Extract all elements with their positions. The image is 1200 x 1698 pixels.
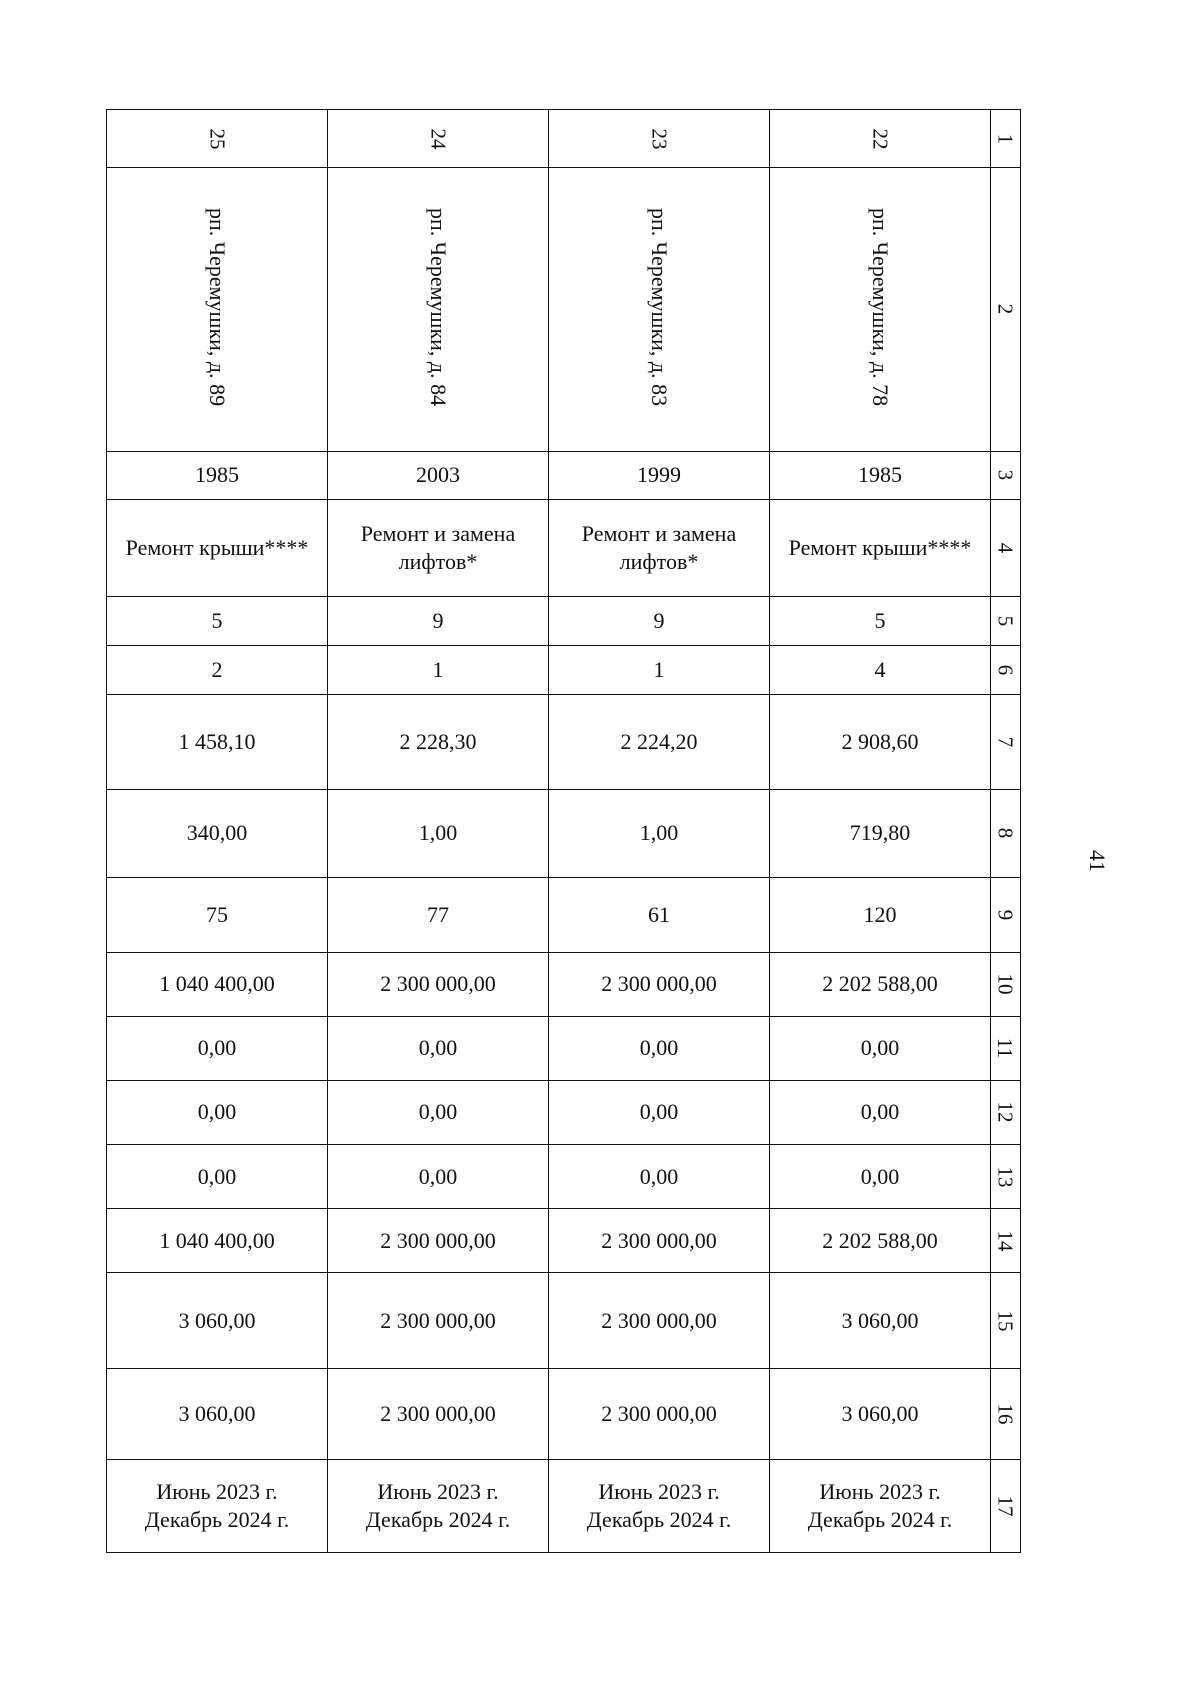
cost-owners-cell: 2 300 000,00 [328,1209,549,1273]
record-number-cell [770,110,991,168]
record-number: 25 [205,128,229,150]
unit-cost-cell: 2 300 000,00 [328,1273,549,1369]
record-number: 24 [426,128,450,150]
unit-cost-cell: 2 300 000,00 [549,1273,770,1369]
table-row-unit-cost-limit [107,1369,1021,1459]
column-number: 8 [993,828,1018,839]
column-number-cell [991,451,1021,499]
area-total-cell: 2 908,60 [770,695,991,790]
cost-municipal-cell: 0,00 [549,1145,770,1209]
table-row-entrances [107,646,1021,695]
year-cell: 2003 [328,451,549,499]
cost-municipal-cell: 0,00 [328,1145,549,1209]
column-number-cell [991,110,1021,168]
column-number: 12 [993,1101,1018,1123]
floors-cell: 5 [107,596,328,645]
floors-cell: 5 [770,596,991,645]
term-end: Декабрь 2024 г. [586,1506,732,1532]
unit-cost-limit-cell: 3 060,00 [770,1369,991,1459]
area-roof-cell: 719,80 [770,790,991,877]
column-number: 7 [993,737,1018,748]
work-type-cell: Ремонт крыши**** [770,499,991,596]
record-number-cell [107,110,328,168]
table-row-residents [107,877,1021,952]
column-number: 10 [993,973,1018,995]
cost-fund-cell: 0,00 [328,1016,549,1080]
column-number: 3 [993,469,1018,481]
column-number-cell [991,1209,1021,1273]
cost-budget-cell: 0,00 [770,1080,991,1144]
column-number-cell [991,790,1021,877]
term-start: Июнь 2023 г. [819,1478,941,1504]
table-row-cost-fund [107,1016,1021,1080]
column-number: 5 [993,615,1018,627]
column-number-cell [991,1459,1021,1552]
residents-cell: 75 [107,877,328,952]
table-row-cost-budget [107,1080,1021,1144]
area-total-cell: 2 224,20 [549,695,770,790]
column-number-cell [991,952,1021,1016]
table-row-work-type [107,499,1021,596]
area-roof-cell: 340,00 [107,790,328,877]
year-cell: 1999 [549,451,770,499]
address-text: рп. Черемушки, д. 78 [868,207,893,406]
column-number-cell [991,1016,1021,1080]
address-cell [107,168,328,452]
table-row-cost-owners [107,1209,1021,1273]
address-text: рп. Черемушки, д. 84 [426,207,451,406]
column-number-cell [991,877,1021,952]
cost-total-cell: 1 040 400,00 [107,952,328,1016]
address-text: рп. Черемушки, д. 89 [205,207,230,406]
floors-cell: 9 [328,596,549,645]
year-cell: 1985 [107,451,328,499]
address-cell [770,168,991,452]
unit-cost-cell: 3 060,00 [107,1273,328,1369]
table-row-unit-cost [107,1273,1021,1369]
year-cell: 1985 [770,451,991,499]
table-row-item-number [107,110,1021,168]
column-number-cell [991,1145,1021,1209]
term-end: Декабрь 2024 г. [144,1506,290,1532]
cost-owners-cell: 2 300 000,00 [549,1209,770,1273]
work-type-cell: Ремонт крыши**** [107,499,328,596]
term-start: Июнь 2023 г. [156,1478,278,1504]
entrances-cell: 4 [770,646,991,695]
column-number-cell [991,596,1021,645]
term-start: Июнь 2023 г. [598,1478,720,1504]
record-number-cell [549,110,770,168]
column-number-cell [991,168,1021,452]
work-type-cell: Ремонт и замена лифтов* [328,499,549,596]
column-number: 16 [993,1403,1018,1425]
column-number-cell [991,499,1021,596]
table-row-term [107,1459,1021,1552]
term-cell [549,1459,770,1552]
cost-total-cell: 2 300 000,00 [328,952,549,1016]
table-row-cost-total [107,952,1021,1016]
column-number: 2 [993,304,1018,315]
area-roof-cell: 1,00 [328,790,549,877]
residents-cell: 120 [770,877,991,952]
term-cell [770,1459,991,1552]
term-end: Декабрь 2024 г. [365,1506,511,1532]
column-number-cell [991,1273,1021,1369]
record-number: 23 [647,128,671,150]
column-number: 15 [993,1310,1018,1332]
column-number: 1 [993,133,1018,144]
column-number-cell [991,646,1021,695]
unit-cost-cell: 3 060,00 [770,1273,991,1369]
work-type-cell: Ремонт и замена лифтов* [549,499,770,596]
floors-cell: 9 [549,596,770,645]
column-number: 9 [993,909,1018,920]
cost-fund-cell: 0,00 [770,1016,991,1080]
residents-cell: 77 [328,877,549,952]
table-row-floors [107,596,1021,645]
term-start: Июнь 2023 г. [377,1478,499,1504]
cost-budget-cell: 0,00 [107,1080,328,1144]
column-number: 6 [993,664,1018,676]
entrances-cell: 2 [107,646,328,695]
cost-budget-cell: 0,00 [549,1080,770,1144]
table-row-area-roof [107,790,1021,877]
term-cell [107,1459,328,1552]
column-number: 13 [993,1166,1018,1188]
cost-owners-cell: 1 040 400,00 [107,1209,328,1273]
cost-municipal-cell: 0,00 [107,1145,328,1209]
cost-budget-cell: 0,00 [328,1080,549,1144]
area-total-cell: 1 458,10 [107,695,328,790]
table-row-year [107,451,1021,499]
table-row-area-total [107,695,1021,790]
column-number-cell [991,1080,1021,1144]
term-cell [328,1459,549,1552]
unit-cost-limit-cell: 2 300 000,00 [549,1369,770,1459]
cost-total-cell: 2 202 588,00 [770,952,991,1016]
column-number: 11 [993,1038,1018,1059]
entrances-cell: 1 [549,646,770,695]
column-number: 14 [993,1230,1018,1252]
column-number-cell [991,1369,1021,1459]
unit-cost-limit-cell: 2 300 000,00 [328,1369,549,1459]
cost-municipal-cell: 0,00 [770,1145,991,1209]
record-number-cell [328,110,549,168]
page-number: 41 [1085,850,1110,872]
capital-repair-table [106,109,1021,1553]
term-end: Декабрь 2024 г. [807,1506,953,1532]
column-number: 17 [993,1495,1018,1517]
area-total-cell: 2 228,30 [328,695,549,790]
cost-owners-cell: 2 202 588,00 [770,1209,991,1273]
table-row-cost-municipal [107,1145,1021,1209]
column-number-cell [991,695,1021,790]
cost-total-cell: 2 300 000,00 [549,952,770,1016]
residents-cell: 61 [549,877,770,952]
address-cell [549,168,770,452]
entrances-cell: 1 [328,646,549,695]
table-row-address [107,168,1021,452]
area-roof-cell: 1,00 [549,790,770,877]
record-number: 22 [868,128,892,150]
address-cell [328,168,549,452]
address-text: рп. Черемушки, д. 83 [647,207,672,406]
unit-cost-limit-cell: 3 060,00 [107,1369,328,1459]
column-number: 4 [993,542,1018,554]
cost-fund-cell: 0,00 [549,1016,770,1080]
cost-fund-cell: 0,00 [107,1016,328,1080]
